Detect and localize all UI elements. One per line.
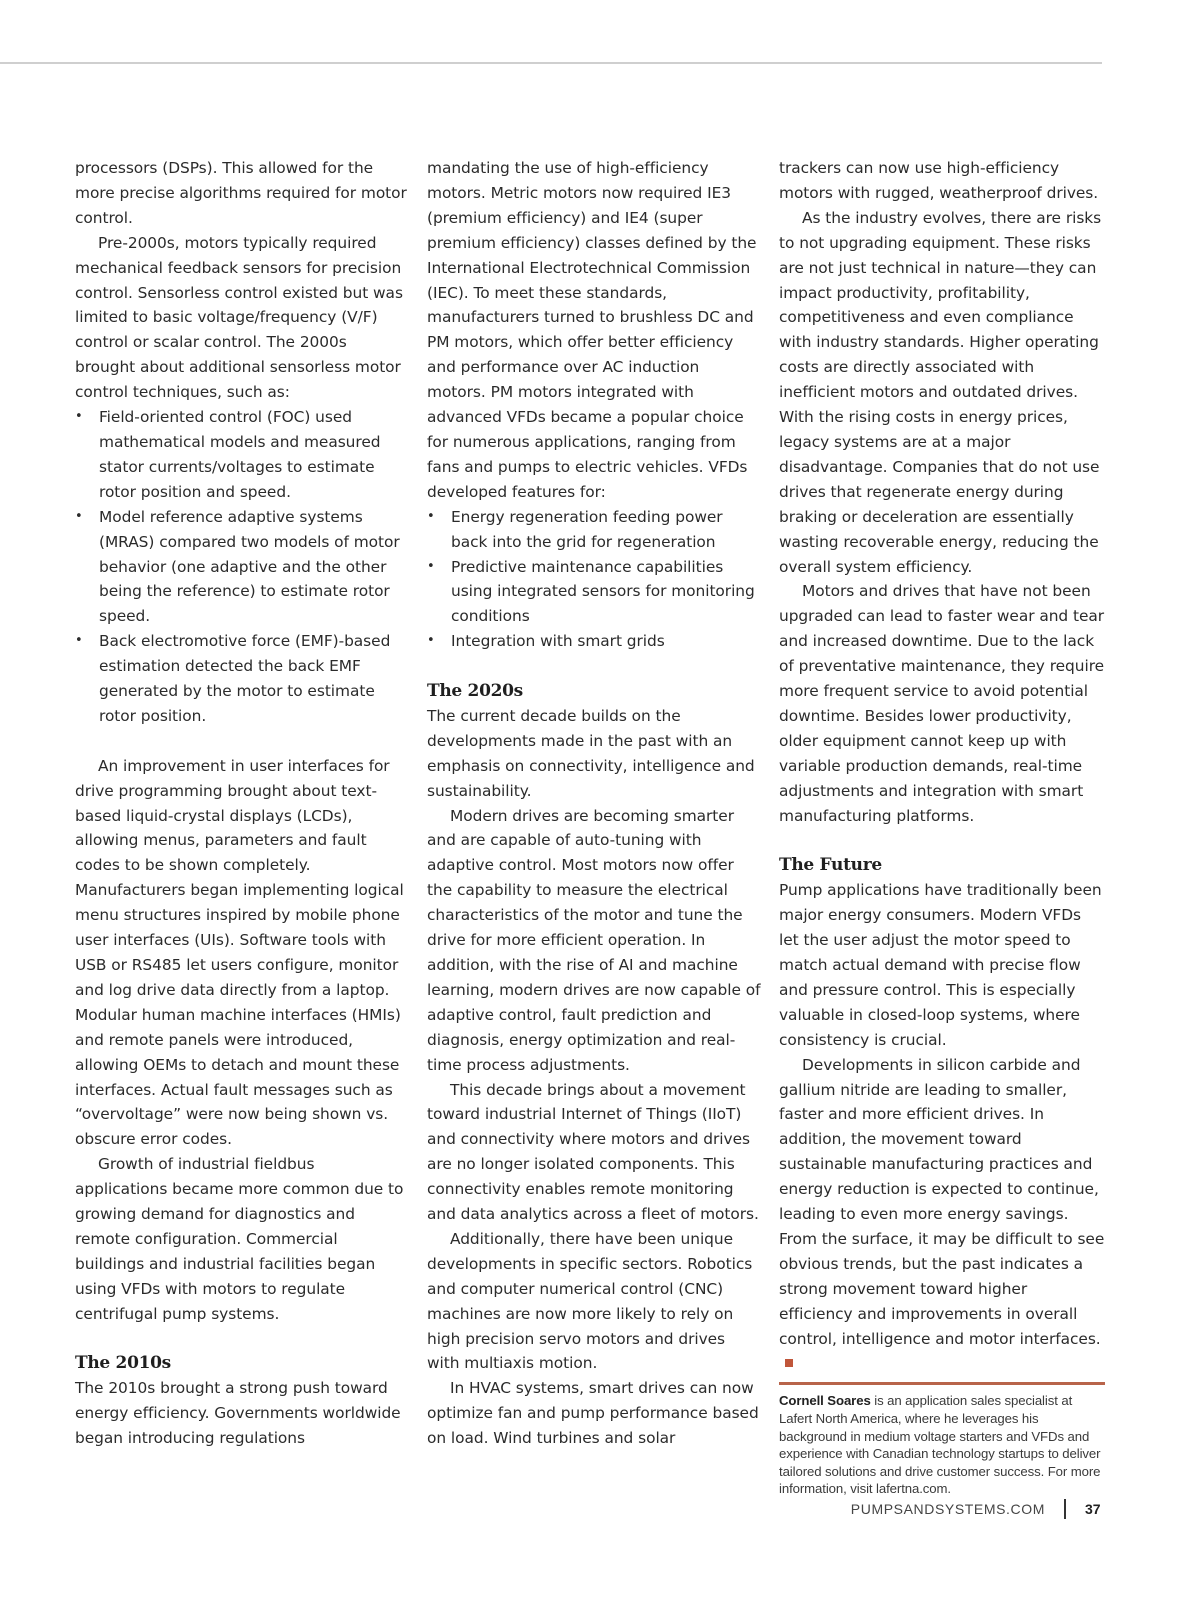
bullet-icon: • bbox=[427, 558, 435, 574]
list-item-text: Energy regeneration feeding power back into the grid for regeneration bbox=[451, 507, 723, 551]
list-item bbox=[427, 505, 762, 555]
list-item bbox=[75, 505, 410, 630]
paragraph: Motors and drives that have not been upgraded can lead to faster wear and tear and increased downtime. Due to the lack of preventative maintenance, they require more frequent service to avoid potential downtime. Besides lower productivity, older equipment cannot keep up with variable production demands, real-time adjustments and integration with smart manufacturing platforms. bbox=[779, 582, 1105, 825]
paragraph: Pump applications have traditionally been major energy consumers. Modern VFDs let the user adjust the motor speed to match actual demand with precise flow and pressure control. This is especially valuable in closed-loop systems, where consistency is crucial. bbox=[779, 881, 1102, 1049]
column-1 bbox=[75, 156, 410, 1451]
paragraph-text: Developments in silicon carbide and gallium nitride are leading to smaller, faster and more efficient drives. In addition, the movement toward sustainable manufacturing practices and energy reduction is expected to continue, leading to even more energy savings. From the surface, it may be difficult to see obvious trends, but the past indicates a strong movement toward higher efficiency and improvements in overall control, intelligence and motor interfaces. bbox=[779, 1055, 1105, 1348]
paragraph: In HVAC systems, smart drives can now optimize fan and pump performance based on load. Wind turbines and solar bbox=[427, 1379, 759, 1448]
list-item bbox=[75, 629, 410, 729]
author-bio bbox=[779, 1392, 1105, 1498]
bullet-icon: • bbox=[427, 633, 435, 649]
column-2 bbox=[427, 156, 762, 1451]
paragraph-final bbox=[779, 1053, 1105, 1377]
paragraph: The current decade builds on the developments made in the past with an emphasis on connectivity, intelligence and sustainability. bbox=[427, 706, 755, 800]
top-rule bbox=[0, 62, 1102, 64]
column-3 bbox=[779, 156, 1105, 1498]
list-item-text: Predictive maintenance capabilities using integrated sensors for monitoring conditions bbox=[451, 557, 755, 626]
footer-divider bbox=[1064, 1499, 1066, 1519]
bio-divider bbox=[779, 1382, 1105, 1385]
section-heading-2020s: The 2020s bbox=[427, 681, 523, 702]
paragraph: trackers can now use high-efficiency motors with rugged, weatherproof drives. bbox=[779, 159, 1099, 202]
paragraph: The 2010s brought a strong push toward energy efficiency. Governments worldwide began introducing regulations bbox=[75, 1379, 401, 1448]
footer-site: PUMPSANDSYSTEMS.COM bbox=[850, 1501, 1045, 1517]
list-item bbox=[427, 555, 762, 630]
list-item-text: Model reference adaptive systems (MRAS) compared two models of motor behavior (one adaptive and the other being the reference) to estimate rotor speed. bbox=[99, 507, 400, 626]
list-item-text: Field-oriented control (FOC) used mathematical models and measured stator currents/voltages to estimate rotor position and speed. bbox=[99, 408, 381, 501]
paragraph: As the industry evolves, there are risks to not upgrading equipment. These risks are not just technical in nature—they can impact productivity, profitability, competitiveness and even compliance with industry standards. Higher operating costs are directly associated with inefficient motors and outdated drives. With the rising costs in energy prices, legacy systems are at a major disadvantage. Companies that do not use drives that regenerate energy during braking or deceleration are essentially wasting recoverable energy, reducing the overall system efficiency. bbox=[779, 208, 1102, 576]
paragraph: Growth of industrial fieldbus applications became more common due to growing demand for diagnostics and remote configuration. Commercial buildings and industrial facilities began using VFDs with motors to regulate centrifugal pump systems. bbox=[75, 1155, 404, 1323]
list-item-text: Back electromotive force (EMF)-based estimation detected the back EMF generated by the motor to estimate rotor position. bbox=[99, 632, 391, 725]
paragraph: An improvement in user interfaces for drive programming brought about text-based liquid-crystal displays (LCDs), allowing menus, parameters and fault codes to be shown completely. Manufacturers began implementing logical menu structures inspired by mobile phone user interfaces (UIs). Software tools with USB or RS485 let users configure, monitor and log drive data directly from a laptop. Modular human machine interfaces (HMIs) and remote panels were introduced, allowing OEMs to detach and mount these interfaces. Actual fault messages such as “overvoltage” were now being shown vs. obscure error codes. bbox=[75, 756, 404, 1149]
author-bio-text: is an application sales specialist at Lafert North America, where he leverages his background in medium voltage starters and VFDs and experience with Canadian technology startups to deliver tailored solutions and drive customer success. For more information, visit lafertna.com. bbox=[779, 1393, 1101, 1497]
bullet-list bbox=[427, 505, 762, 654]
bullet-icon: • bbox=[75, 409, 83, 425]
end-mark-icon bbox=[785, 1359, 793, 1367]
list-item-text: Integration with smart grids bbox=[451, 632, 665, 651]
page-number: 37 bbox=[1085, 1501, 1101, 1517]
page-footer bbox=[0, 1499, 1200, 1521]
bullet-icon: • bbox=[427, 508, 435, 524]
paragraph: Pre-2000s, motors typically required mechanical feedback sensors for precision control. Sensorless control existed but was limited to basic voltage/frequency (V/F) control or scalar control. The 2000s brought about additional sensorless motor control techniques, such as: bbox=[75, 233, 403, 402]
section-heading-2010s: The 2010s bbox=[75, 1353, 171, 1374]
section-heading-future: The Future bbox=[779, 855, 882, 876]
paragraph: Modern drives are becoming smarter and are capable of auto-tuning with adaptive control. Most motors now offer the capability to measure the electrical characteristics of the motor and tune the drive for more efficient operation. In addition, with the rise of AI and machine learning, modern drives are now capable of adaptive control, fault prediction and diagnosis, energy optimization and real-time process adjustments. bbox=[427, 806, 761, 1074]
list-item bbox=[427, 629, 762, 654]
author-name: Cornell Soares bbox=[779, 1393, 871, 1409]
paragraph: processors (DSPs). This allowed for the more precise algorithms required for motor control. bbox=[75, 159, 407, 227]
bullet-icon: • bbox=[75, 633, 83, 649]
paragraph: mandating the use of high-efficiency motors. Metric motors now required IE3 (premium efficiency) and IE4 (super premium efficiency) classes defined by the International Electrotechnical Commission (IEC). To meet these standards, manufacturers turned to brushless DC and PM motors, which offer better efficiency and performance over AC induction motors. PM motors integrated with advanced VFDs became a popular choice for numerous applications, ranging from fans and pumps to electric vehicles. VFDs developed features for: bbox=[427, 159, 757, 501]
bullet-icon: • bbox=[75, 508, 83, 524]
list-item bbox=[75, 405, 410, 505]
paragraph: This decade brings about a movement toward industrial Internet of Things (IIoT) and connectivity where motors and drives are no longer isolated components. This connectivity enables remote monitoring and data analytics across a fleet of motors. bbox=[427, 1080, 759, 1224]
bullet-list bbox=[75, 405, 410, 729]
paragraph: Additionally, there have been unique developments in specific sectors. Robotics and computer numerical control (CNC) machines are now more likely to rely on high precision servo motors and drives with multiaxis motion. bbox=[427, 1229, 753, 1373]
